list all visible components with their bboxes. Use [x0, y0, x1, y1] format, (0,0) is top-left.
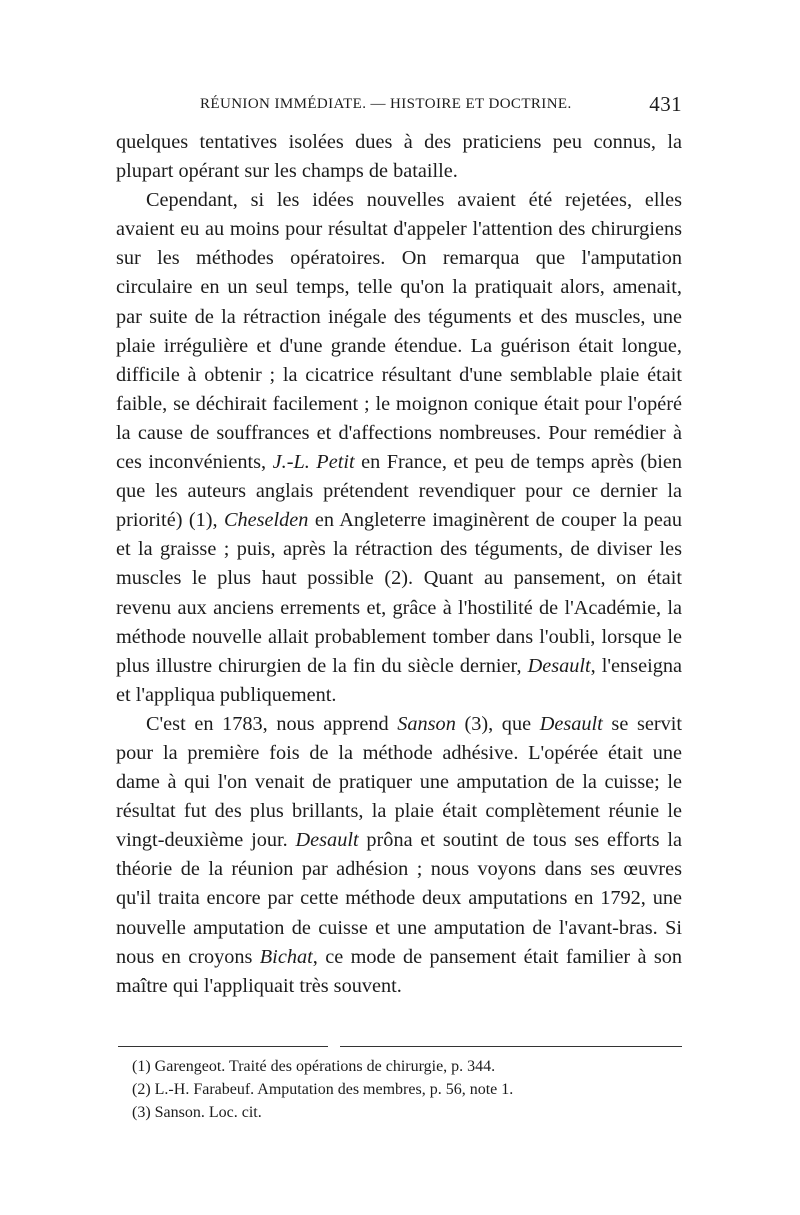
- person-name-desault: Desault: [295, 829, 359, 852]
- paragraph-cependant: [116, 186, 682, 710]
- paragraph-text: C'est en 1783, nous apprend: [146, 712, 398, 735]
- paragraph-text: en France, et peu de temps après (bien que les auteurs anglais prétendent revendiquer pour ce dernier la priorité) (1),: [116, 451, 682, 532]
- running-head-title: RÉUNION IMMÉDIATE. — HISTOIRE ET DOCTRINE.: [200, 96, 572, 112]
- paragraph-continued: [116, 128, 682, 186]
- person-name-bichat: Bichat: [259, 945, 313, 968]
- person-name-petit: J.-L. Petit: [272, 451, 355, 474]
- person-name-cheselden: Cheselden: [223, 509, 309, 532]
- footnote-2: (2) L.-H. Farabeuf. Amputation des membres, p. 56, note 1.: [132, 1081, 514, 1098]
- person-name-sanson: Sanson: [397, 712, 456, 735]
- paragraph-text: prôna et soutint de tous ses efforts la théorie de la réunion par adhésion ; nous voyons dans ses œuvres qu'il traita encore par cette méthode deux amputations en 1792, une nouvelle amputation de cuisse et une amputation de l'avant-bras. Si nous en croyons: [116, 829, 682, 968]
- paragraph-text: quelques tentatives isolées dues à des praticiens peu connus, la plupart opérant sur les champs de bataille.: [116, 131, 682, 183]
- person-name-desault: Desault: [527, 654, 591, 677]
- paragraph-text: (3), que: [455, 712, 540, 735]
- paragraph-text: Cependant, si les idées nouvelles avaient été rejetées, elles avaient eu au moins pour résultat d'appeler l'attention des chirurgiens sur les méthodes opératoires. On remarqua que l'amputation circulaire en un seul temps, telle qu'on la pratiquait alors, amenait, par suite de la rétraction inégale des téguments et des muscles, une plaie irrégulière et d'une grande étendue. La guérison était longue, difficile à obtenir ; la cicatrice résultant d'une semblable plaie était faible, se déchirait facilement ; le moignon conique était pour l'opéré la cause de souffrances et d'affections nombreuses. Pour remédier à ces inconvénients,: [116, 189, 682, 474]
- footnote-1: (1) Garengeot. Traité des opérations de chirurgie, p. 344.: [132, 1058, 496, 1075]
- paragraph-1783: [116, 710, 682, 1001]
- page-number: 431: [649, 92, 682, 116]
- footnotes: [132, 1055, 692, 1124]
- person-name-desault: Desault: [539, 712, 603, 735]
- paragraph-text: , l'enseigna et l'appliqua publiquement.: [116, 654, 682, 706]
- body-text: [116, 128, 682, 1001]
- paragraph-text: en Angleterre imaginèrent de couper la peau et la graisse ; puis, après la rétraction des téguments, de diviser les muscles le plus haut possible (2). Quant au pansement, on était revenu aux anciens errements et, grâce à l'hostilité de l'Académie, la méthode nouvelle allait probablement tomber dans l'oubli, lorsque le plus illustre chirurgien de la fin du siècle dernier,: [116, 509, 682, 677]
- footnote-3: (3) Sanson. Loc. cit.: [132, 1104, 262, 1121]
- paragraph-text: , ce mode de pansement était familier à son maître qui l'appliquait très souvent.: [116, 945, 683, 997]
- paragraph-text: se servit pour la première fois de la méthode adhésive. L'opérée était une dame à qui l'on venait de pratiquer une amputation de la cuisse; le résultat fut des plus brillants, la plaie était complètement réunie le vingt-deuxième jour.: [116, 712, 683, 852]
- footnote-divider: [340, 1046, 682, 1047]
- footnote-divider: [118, 1046, 328, 1047]
